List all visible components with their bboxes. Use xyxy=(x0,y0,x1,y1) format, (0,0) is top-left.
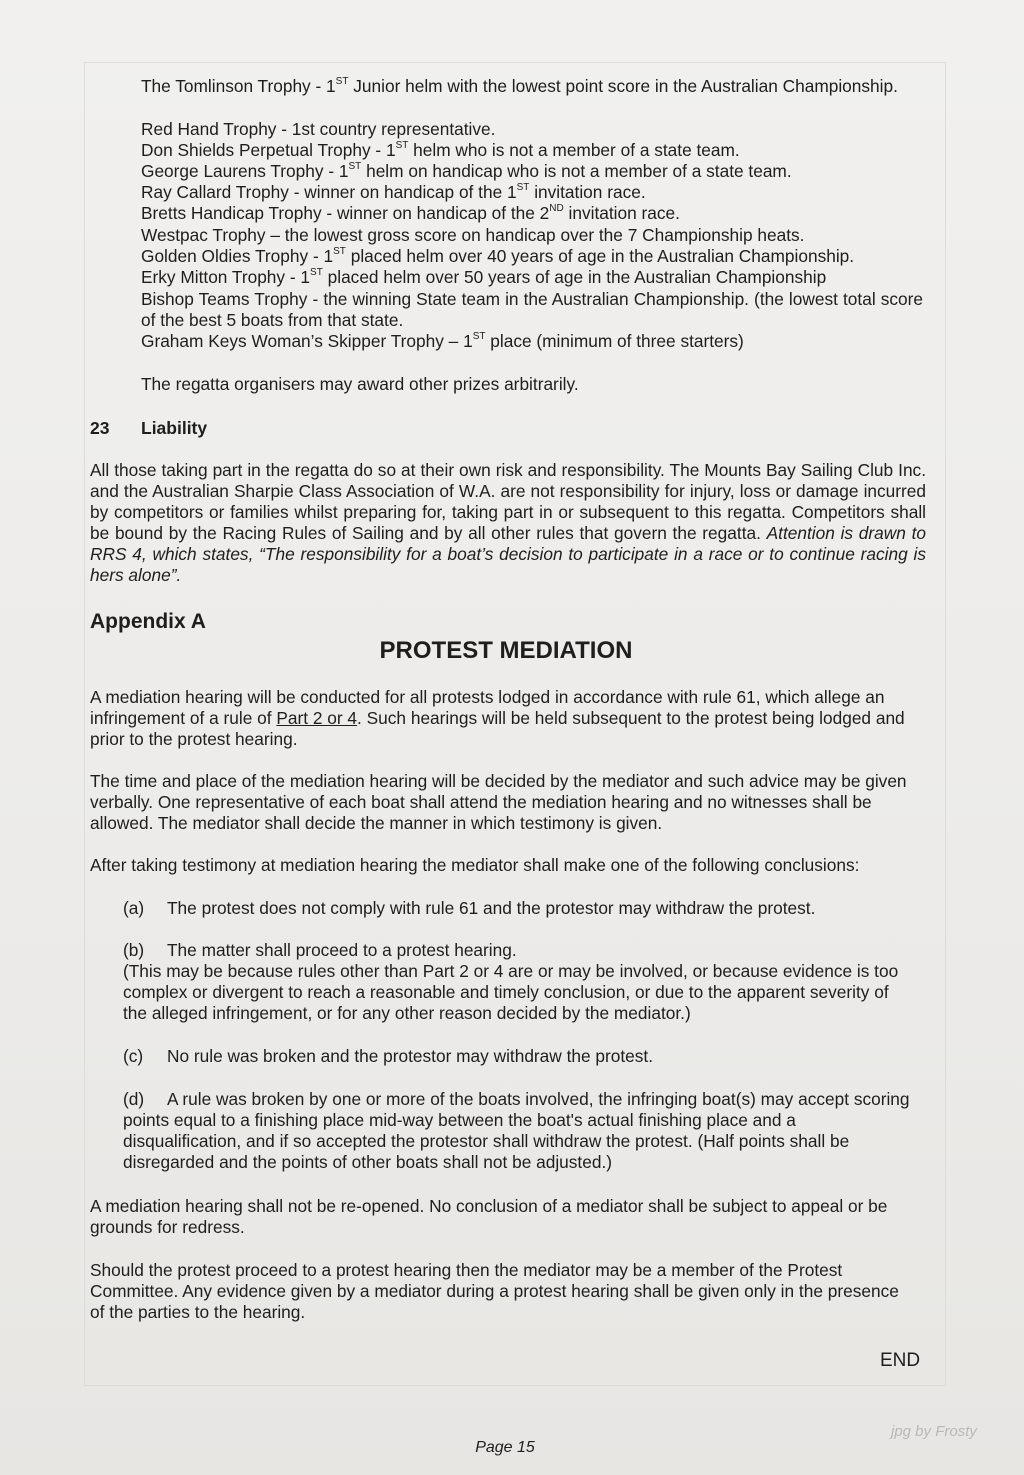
mediation-paragraph-5: Should the protest proceed to a protest hearing then the mediator may be a member of the Protest Committee. Any evidence given by a mediator during a protest hearing shall be given only in the presence of the parties to the hearing. xyxy=(90,1260,899,1322)
red-hand-trophy: Red Hand Trophy - 1st country representative. xyxy=(141,119,496,139)
bishop-teams-trophy: Bishop Teams Trophy - the winning State team in the Australian Championship. (the lowest total score of the best 5 boats from that state. xyxy=(141,289,923,330)
conclusion-a: (a) The protest does not comply with rule 61 and the protestor may withdraw the protest. xyxy=(123,898,816,918)
appendix-label: Appendix A xyxy=(90,610,206,633)
mediation-paragraph-4: A mediation hearing shall not be re-opened. No conclusion of a mediator shall be subject to appeal or be grounds for redress. xyxy=(90,1196,888,1237)
other-prizes-note: The regatta organisers may award other prizes arbitrarily. xyxy=(141,374,579,394)
conclusion-b: (b) The matter shall proceed to a protest hearing. (This may be because rules other than Part 2 or 4 are or may be involved, or because evidence is too complex or divergent to reach a reasonable and timely conclusion, or due to the apparent severity of the alleged infringement, or for any other reason decided by the mediator.) xyxy=(123,940,899,1023)
conclusion-c: (c) No rule was broken and the protestor may withdraw the protest. xyxy=(123,1046,654,1066)
tomlinson-trophy: The Tomlinson Trophy - 1ST Junior helm with the lowest point score in the Australian Championship. xyxy=(141,76,898,96)
golden-oldies-trophy: Golden Oldies Trophy - 1ST placed helm over 40 years of age in the Australian Championship. xyxy=(141,246,855,266)
mediation-paragraph-2: The time and place of the mediation hearing will be decided by the mediator and such advice may be given verbally. One representative of each boat shall attend the mediation hearing and no witnesses shall be allowed. The mediator shall decide the manner in which testimony is given. xyxy=(90,771,907,833)
section-heading-liability: Liability xyxy=(141,418,208,438)
conclusion-d: (d) A rule was broken by one or more of the boats involved, the infringing boat(s) may accept scoring points equal to a finishing place mid-way between the boat's actual finishing place and a disqualification, and if so accepted the protestor shall withdraw the protest. (Half points shall be disregarded and the points of other boats shall not be adjusted.) xyxy=(123,1089,910,1172)
graham-keys-trophy: Graham Keys Woman’s Skipper Trophy – 1ST place (minimum of three starters) xyxy=(141,331,744,351)
george-laurens-trophy: George Laurens Trophy - 1ST helm on handicap who is not a member of a state team. xyxy=(141,161,792,181)
mediation-paragraph-3: After taking testimony at mediation hearing the mediator shall make one of the following conclusions: xyxy=(90,855,860,875)
end-marker: END xyxy=(880,1350,921,1371)
erky-mitton-trophy: Erky Mitton Trophy - 1ST placed helm over 50 years of age in the Australian Championship xyxy=(141,267,827,287)
section-number: 23 xyxy=(90,418,110,438)
watermark: jpg by Frosty xyxy=(891,1423,977,1440)
don-shields-trophy: Don Shields Perpetual Trophy - 1ST helm who is not a member of a state team. xyxy=(141,140,740,160)
liability-paragraph: All those taking part in the regatta do so at their own risk and responsibility. The Mounts Bay Sailing Club Inc. and the Australian Sharpie Class Association of W.A. are not responsibility for injury, loss or damage incurred by competitors or families whilst preparing for, taking part in or subsequent to this regatta. Competitors shall be bound by the Racing Rules of Sailing and by all other rules that govern the regatta. Attention is drawn to RRS 4, which states, “The responsibility for a boat’s decision to participate in a race or to continue racing is hers alone”. xyxy=(90,460,927,585)
westpac-trophy: Westpac Trophy – the lowest gross score on handicap over the 7 Championship heats. xyxy=(141,225,805,245)
mediation-paragraph-1: A mediation hearing will be conducted for all protests lodged in accordance with rule 61, which allege an infringement of a rule of Part 2 or 4. Such hearings will be held subsequent to the protest being lodged and prior to the protest hearing. xyxy=(90,687,905,749)
page-number: Page 15 xyxy=(475,1439,535,1456)
ray-callard-trophy: Ray Callard Trophy - winner on handicap of the 1ST invitation race. xyxy=(141,182,646,202)
appendix-title: PROTEST MEDIATION xyxy=(379,637,633,664)
bretts-handicap-trophy: Bretts Handicap Trophy - winner on handicap of the 2ND invitation race. xyxy=(141,203,680,223)
